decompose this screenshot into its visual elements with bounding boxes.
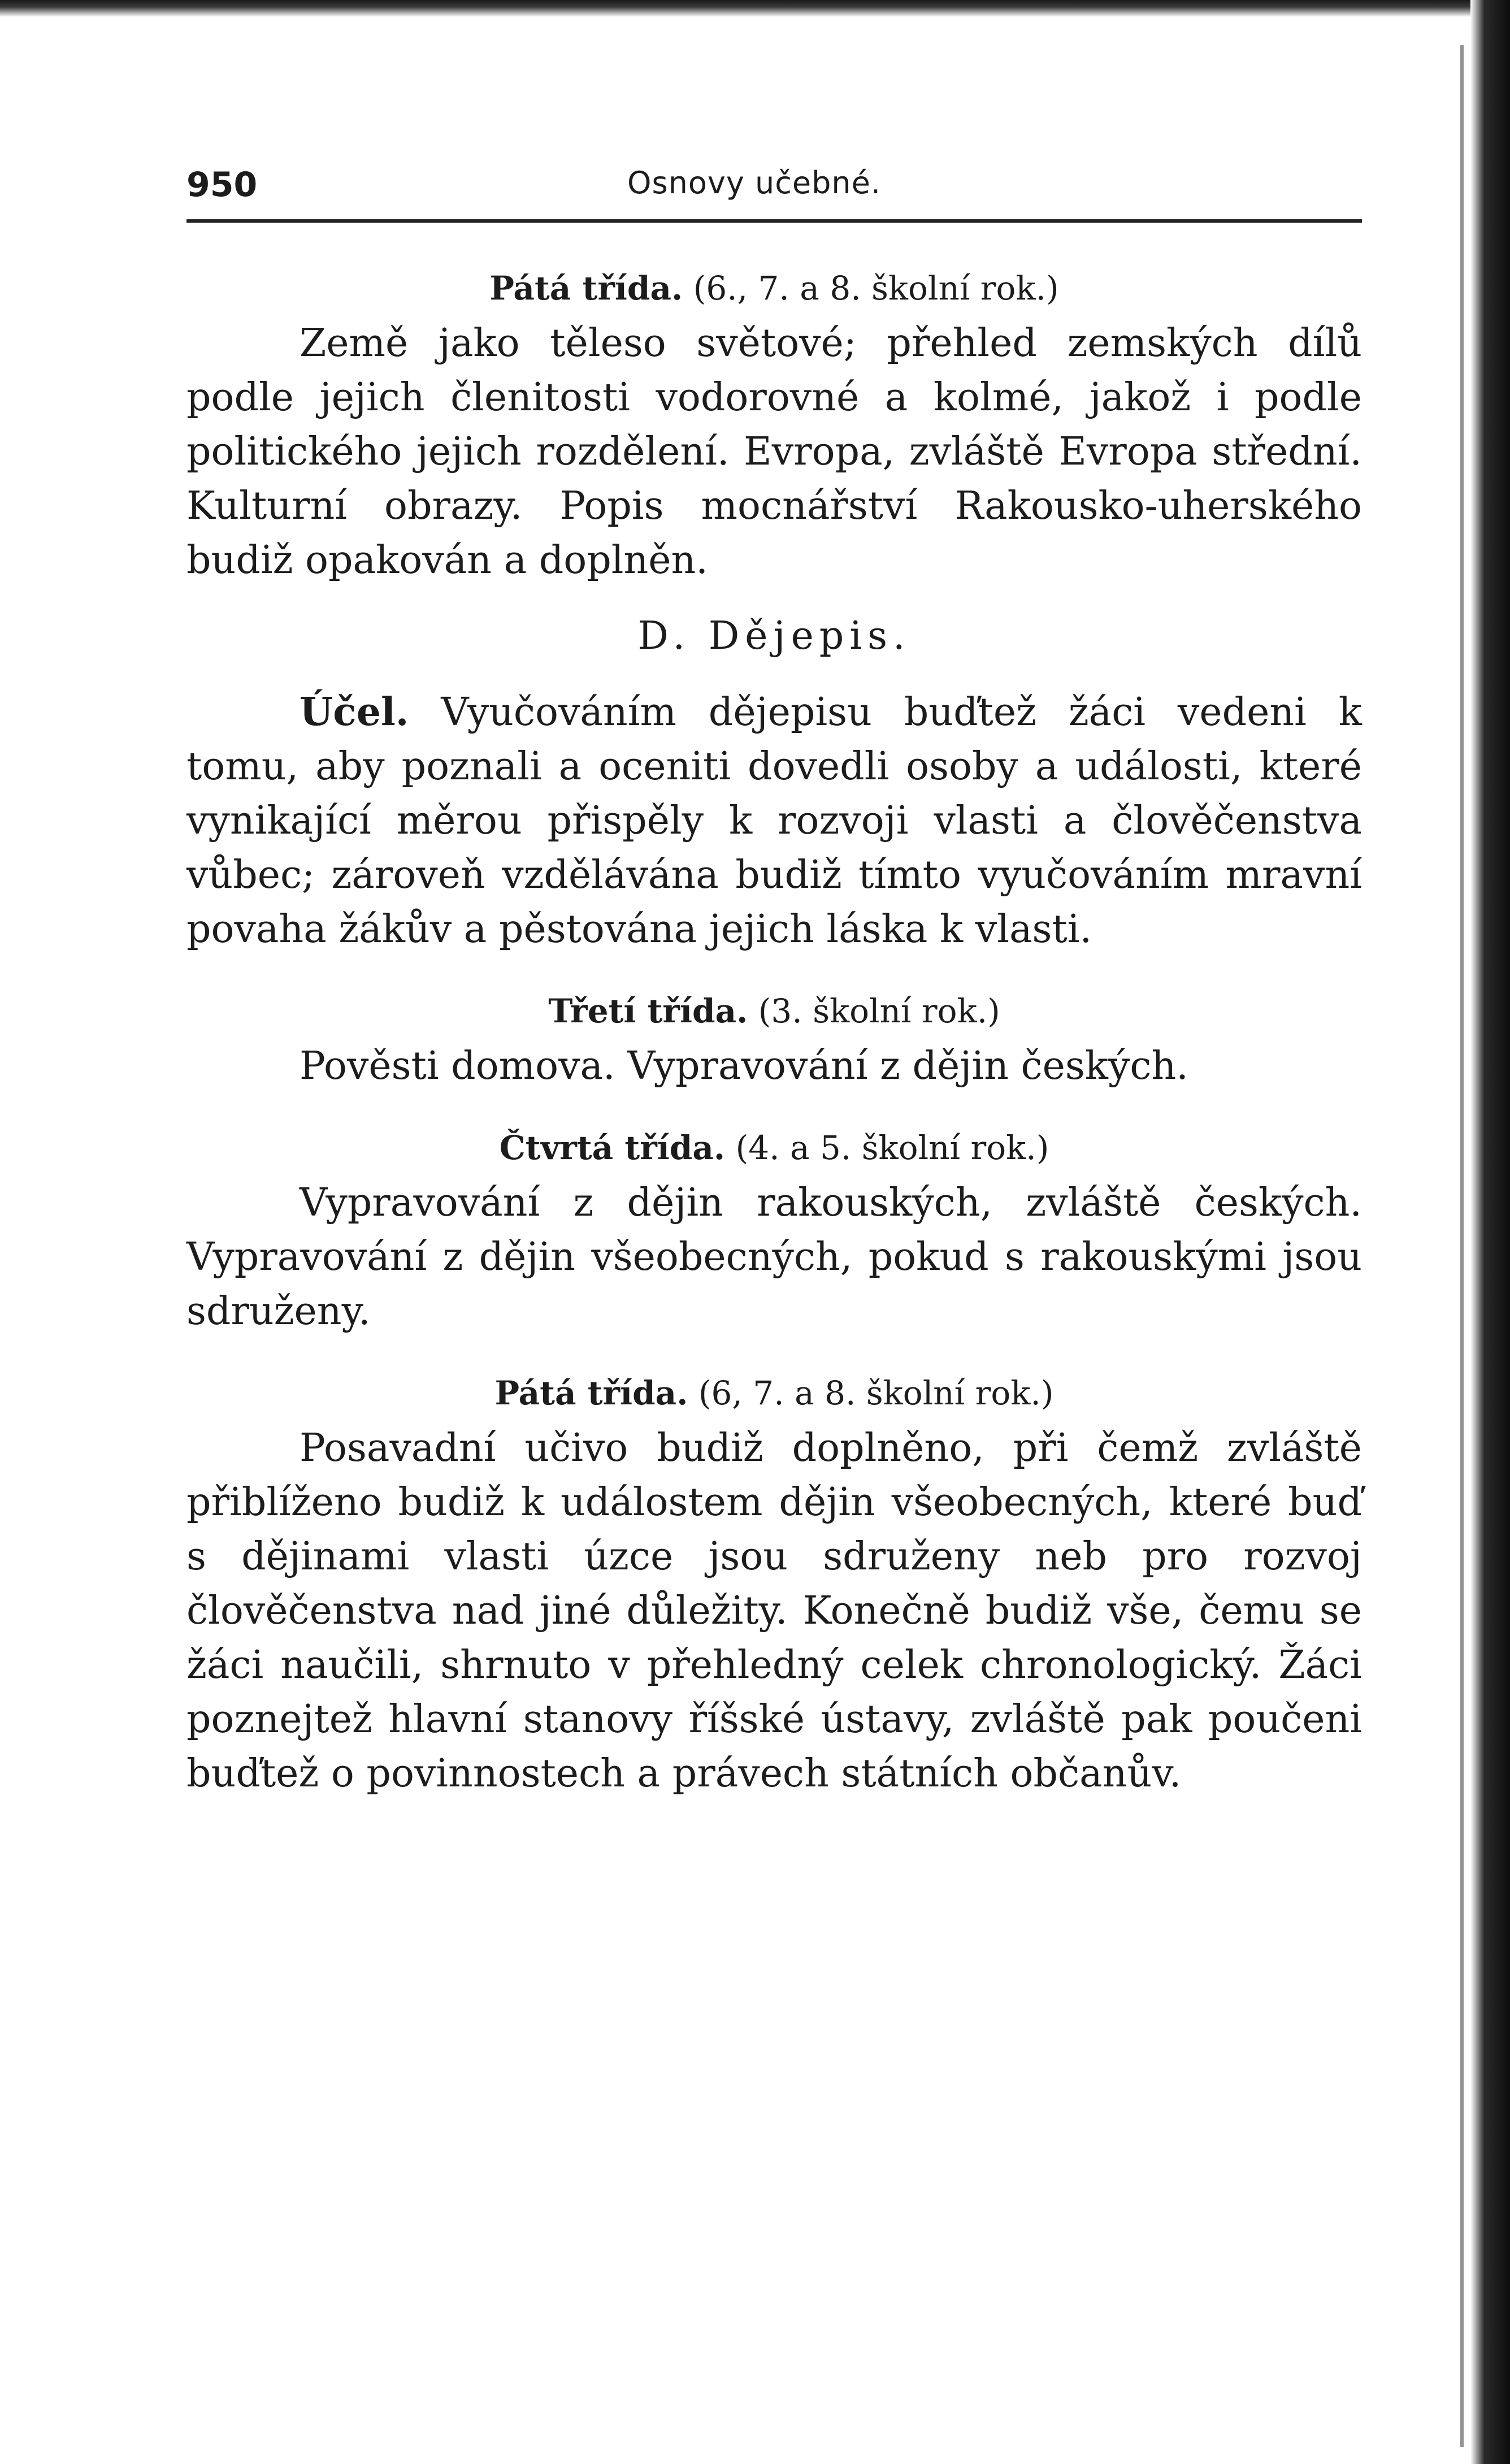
section-title-dejepis: D. Dějepis.: [637, 614, 911, 658]
heading-title: Pátá třída.: [489, 269, 683, 307]
heading-note: (3. školní rok.): [758, 992, 1000, 1030]
heading-title: Třetí třída.: [548, 992, 748, 1030]
heading-note: (6., 7. a 8. školní rok.): [693, 269, 1059, 307]
section-heading-pata-1: [186, 260, 1362, 316]
paragraph-ucel: [186, 685, 1362, 957]
header-rule: [186, 219, 1362, 223]
heading-note: (4. a 5. školní rok.): [735, 1129, 1049, 1167]
scan-edge-right: [1470, 0, 1510, 2464]
running-title: Osnovy učebné.: [627, 165, 882, 201]
paragraph-treti: Pověsti domova. Vypravování z dějin českých.: [300, 1044, 1188, 1088]
page-header: [186, 158, 1362, 220]
paragraph-pata-2: Posavadní učivo budiž doplněno, při čemž zvláště přiblíženo budiž k událostem dějin všeobecných, které buď s dějinami vlasti úzce jsou sdruženy neb pro rozvoj člověčenstva nad jiné důležity. Konečně budiž vše, čemu se žáci naučili, shrnuto v přehledný celek chronologický. Žáci poznejtež hlavní stanovy říšské ústavy, zvláště pak poučeni buďtež o povinnostech a právech státních občanův.: [186, 1426, 1362, 1796]
ucel-label: Účel.: [300, 689, 409, 735]
paragraph-ctvrta: Vypravování z dějin rakouských, zvláště českých. Vypravování z dějin všeobecných, pokud s rakouskými jsou sdruženy.: [186, 1181, 1362, 1334]
paragraph-pata-1: Země jako těleso světové; přehled zemských dílů podle jejich členitosti vodorovné a kolmé, jakož i podle politického jejich rozdělení. Evropa, zvláště Evropa střední. Kulturní obrazy. Popis mocnářství Rakousko-uherského budiž opakován a doplněn.: [186, 321, 1362, 583]
scan-fold-line: [1460, 45, 1464, 2447]
ucel-text: Vyučováním dějepisu buďtež žáci vedeni k tomu, aby poznali a oceniti dovedli osoby a události, které vynikající měrou přispěly k rozvoji vlasti a člověčenstva vůbec; zároveň vzdělávána budiž tímto vyučováním mravní povaha žákův a pěstována jejich láska k vlasti.: [186, 690, 1362, 952]
section-heading-treti: [186, 983, 1362, 1039]
heading-note: (6, 7. a 8. školní rok.): [698, 1374, 1054, 1412]
section-heading-pata-2: [186, 1365, 1362, 1421]
book-page: [186, 158, 1362, 1801]
heading-title: Čtvrtá třída.: [499, 1129, 726, 1167]
scan-edge-top: [0, 0, 1510, 17]
section-heading-ctvrta: [186, 1120, 1362, 1176]
heading-title: Pátá třída.: [494, 1374, 688, 1412]
page-number: 950: [186, 165, 258, 205]
